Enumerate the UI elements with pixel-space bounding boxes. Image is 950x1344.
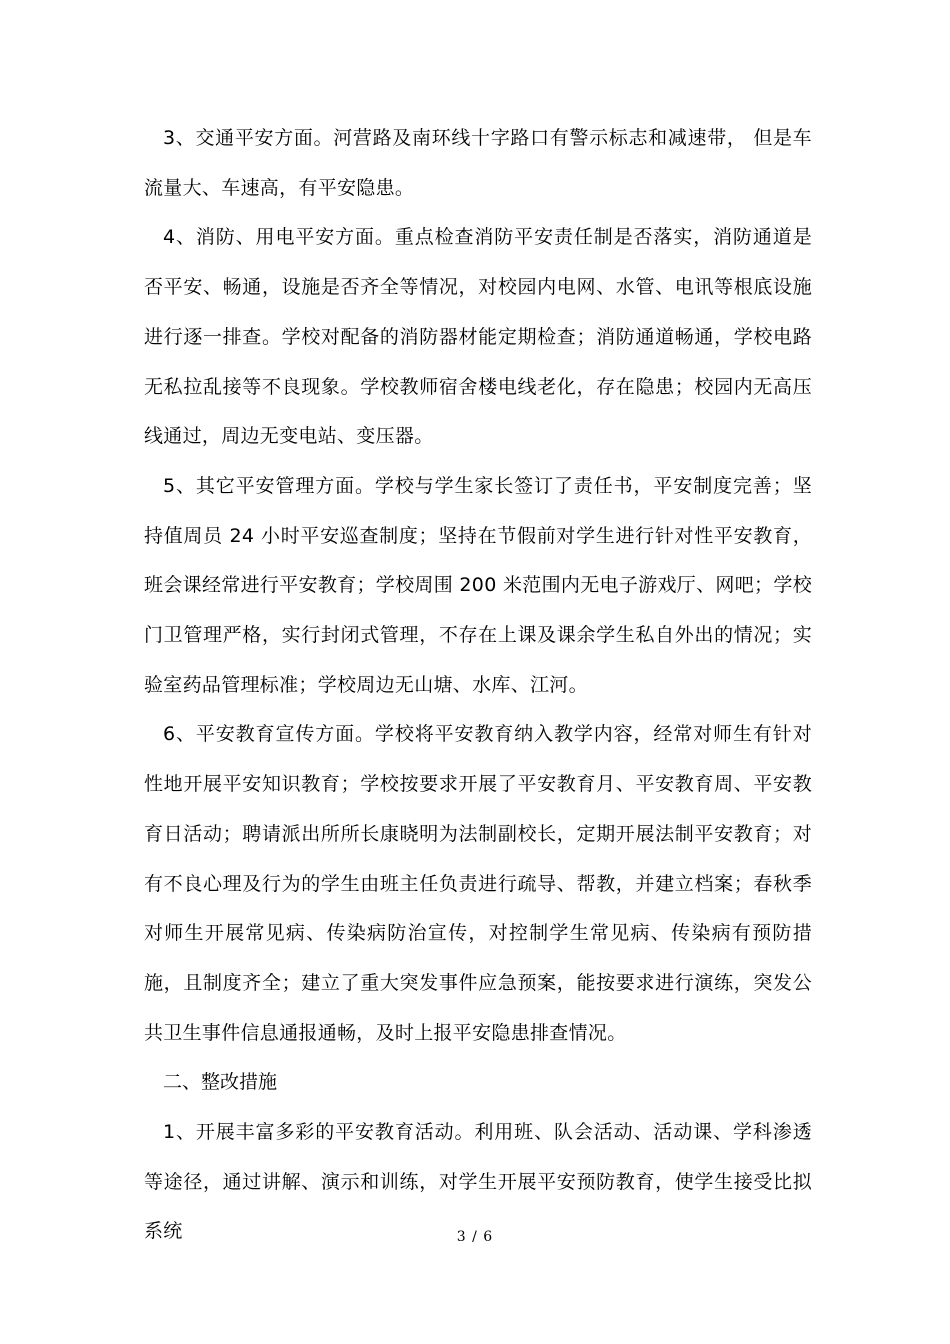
page-number: 3 / 6 <box>456 1229 494 1245</box>
paragraph-other-safety-management: 5、其它平安管理方面。学校与学生家长签订了责任书，平安制度完善；坚持值周员 24 小时平安巡查制度；坚持在节假前对学生进行针对性平安教育，班会课经常进行平安教育；学校周围 200 米范围内无电子游戏厅、网吧；学校门卫管理严格，实行封闭式管理，不存在上课及课余学生私自外出的情况；实验室药品管理标准；学校周边无山塘、水库、江河。 <box>144 474 812 696</box>
document-body <box>144 114 812 1257</box>
paragraph-fire-electric-safety: 4、消防、用电平安方面。重点检查消防平安责任制是否落实，消防通道是否平安、畅通，设施是否齐全等情况，对校园内电网、水管、电讯等根底设施进行逐一排查。学校对配备的消防器材能定期检查；消防通道畅通，学校电路无私拉乱接等不良现象。学校教师宿舍楼电线老化，存在隐患；校园内无高压线通过，周边无变电站、变压器。 <box>144 226 812 448</box>
section-heading-rectification: 二、整改措施 <box>163 1071 278 1094</box>
paragraph-traffic-safety: 3、交通平安方面。河营路及南环线十字路口有警示标志和减速带， 但是车流量大、车速高，有平安隐患。 <box>144 127 812 199</box>
paragraph-safety-education-publicity: 6、平安教育宣传方面。学校将平安教育纳入教学内容，经常对师生有针对性地开展平安知识教育；学校按要求开展了平安教育月、平安教育周、平安教育日活动；聘请派出所所长康晓明为法制副校长，定期开展法制平安教育；对有不良心理及行为的学生由班主任负责进行疏导、帮教，并建立档案；春秋季对师生开展常见病、传染病防治宣传，对控制学生常见病、传染病有预防措施，且制度齐全；建立了重大突发事件应急预案，能按要求进行演练，突发公共卫生事件信息通报通畅，及时上报平安隐患排查情况。 <box>144 723 812 1044</box>
paragraph-rectification-measure-1: 1、开展丰富多彩的平安教育活动。利用班、队会活动、活动课、学科渗透等途径，通过讲解、演示和训练，对学生开展平安预防教育，使学生接受比拟系统 <box>144 1121 812 1243</box>
